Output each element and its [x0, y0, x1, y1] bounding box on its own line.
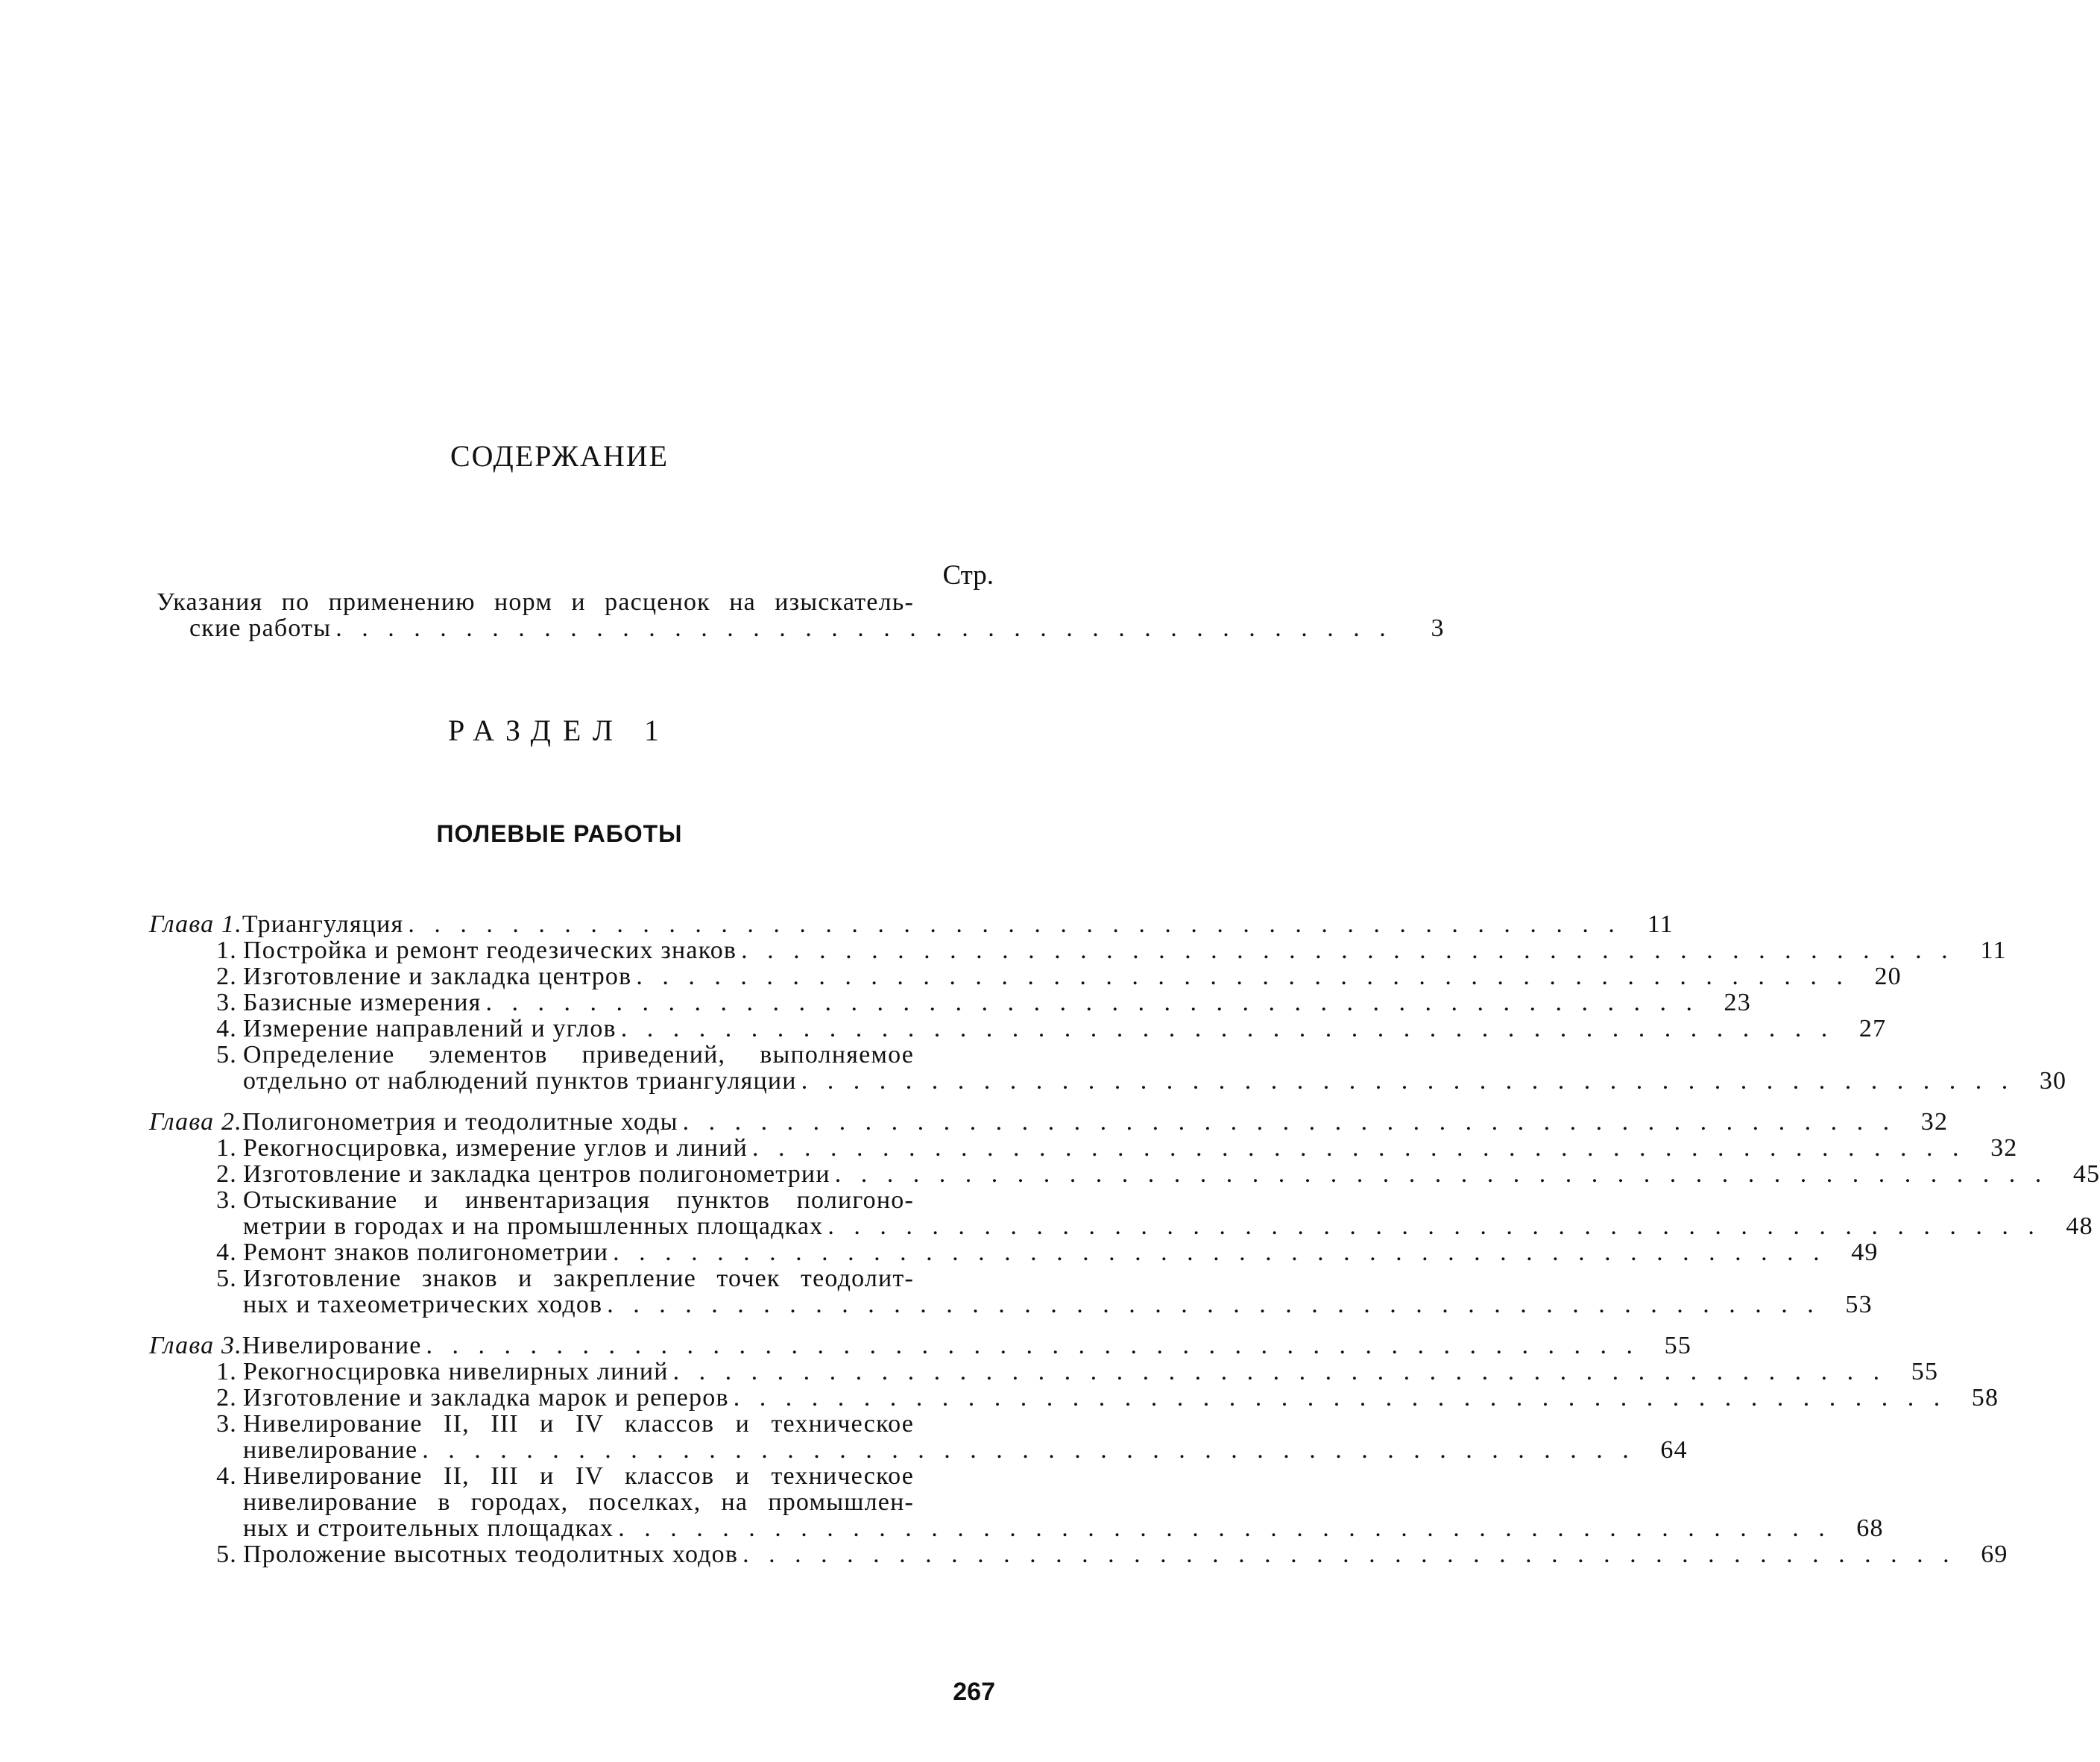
- item-page: 69: [1981, 1541, 2008, 1568]
- toc-item-line: [149, 1384, 1999, 1412]
- intro-page: 3: [1431, 614, 1445, 642]
- item-text: Нивелирование II, III и IV классов и техническое: [243, 1410, 914, 1438]
- item-text: нивелирование: [243, 1436, 418, 1464]
- dot-leader: . . . . . . . . . . . . . . . . . . . . . . . . . . . . . . . . . . . . . . . . . . . . . . .: [742, 1541, 1956, 1568]
- dot-leader: . . . . . . . . . . . . . . . . . . . . . . . . . . . . . . . . . . . . . . . . . . . . . . .: [741, 937, 1955, 964]
- dot-leader: . . . . . . . . . . . . . . . . . . . . . . . . . . . . . . . . . . . . . . . . .: [335, 614, 1393, 642]
- page-title: СОДЕРЖАНИЕ: [450, 439, 669, 473]
- chapter-page: 55: [1664, 1332, 1692, 1359]
- item-text: Проложение высотных теодолитных ходов: [243, 1541, 739, 1568]
- toc-item-line: [149, 1015, 1887, 1042]
- item-text: Рекогносцировка, измерение углов и линий: [243, 1134, 748, 1162]
- table-of-contents: [149, 910, 2100, 1568]
- item-number: 2.: [216, 1384, 237, 1412]
- item-text: Рекогносцировка нивелирных линий: [243, 1358, 669, 1385]
- item-text: ных и тахеометрических ходов: [243, 1291, 603, 1318]
- item-text: нивелирование в городах, поселках, на промышлен-: [243, 1488, 914, 1516]
- item-number: 5.: [216, 1541, 237, 1568]
- toc-item-line: [149, 963, 1902, 990]
- item-text: ных и строительных площадках: [243, 1514, 614, 1542]
- item-number: 1.: [216, 937, 237, 964]
- dot-leader: . . . . . . . . . . . . . . . . . . . . . . . . . . . . . . . . . . . . . . . . . . . . . . .: [408, 910, 1621, 938]
- item-page: 20: [1874, 963, 1902, 990]
- item-number: 2.: [216, 963, 237, 990]
- item-text: Ремонт знаков полигонометрии: [243, 1239, 609, 1266]
- item-number: 1.: [216, 1358, 237, 1385]
- item-text: Изготовление и закладка центров полигонометрии: [243, 1160, 830, 1188]
- item-page: 64: [1660, 1436, 1688, 1464]
- toc-item-line: [149, 1514, 1884, 1542]
- chapter-heading: [149, 1332, 1692, 1359]
- dot-leader: . . . . . . . . . . . . . . . . . . . . . . . . . . . . . . . . . . . . . . . . . . . . . . .: [682, 1108, 1896, 1136]
- toc-item-line: [149, 1187, 962, 1213]
- dot-leader: . . . . . . . . . . . . . . . . . . . . . . . . . . . . . . . . . . . . . . . . . . . . . . .: [827, 1212, 2041, 1240]
- item-text: Определение элементов приведений, выполняемое: [243, 1041, 914, 1069]
- intro-line-2: [157, 614, 1445, 642]
- item-page: 27: [1858, 1015, 1887, 1042]
- chapter-label: Глава 1.: [149, 910, 242, 938]
- item-text: Изготовление знаков и закрепление точек теодолит-: [243, 1265, 914, 1292]
- item-page: 55: [1911, 1358, 1939, 1385]
- item-page: 58: [1971, 1384, 1999, 1412]
- item-page: 30: [2039, 1067, 2067, 1095]
- item-text: Базисные измерения: [243, 989, 482, 1016]
- item-text: Изготовление и закладка центров: [243, 963, 632, 990]
- intro-entry: [157, 588, 1445, 642]
- item-text: Нивелирование II, III и IV классов и техническое: [243, 1462, 914, 1490]
- toc-item-line: [149, 1212, 2093, 1240]
- item-page: 49: [1851, 1239, 1879, 1266]
- item-number: 3.: [216, 989, 237, 1016]
- toc-item-line: [149, 1358, 1939, 1385]
- toc-item-line: [149, 937, 2007, 964]
- toc-item-line: [149, 1134, 2018, 1162]
- toc-item-line: [149, 1463, 962, 1489]
- chapter-page: 32: [1920, 1108, 1949, 1136]
- item-page: 68: [1856, 1514, 1884, 1542]
- toc-item-line: [149, 1265, 962, 1291]
- section-title: ПОЛЕВЫЕ РАБОТЫ: [436, 820, 683, 847]
- item-number: 4.: [216, 1239, 237, 1266]
- item-page: 23: [1724, 989, 1751, 1016]
- item-page: 48: [2066, 1212, 2093, 1240]
- intro-line-1: [157, 589, 962, 615]
- dot-leader: . . . . . . . . . . . . . . . . . . . . . . . . . . . . . . . . . . . . . . . . . . . . . . .: [620, 1015, 1835, 1042]
- intro-text-2: ские работы: [189, 614, 332, 642]
- chapter-gap: [149, 1094, 962, 1109]
- item-number: 5.: [216, 1265, 237, 1292]
- chapter-gap: [149, 1318, 962, 1332]
- intro-text-1: Указания по применению норм и расценок на изыскатель-: [157, 588, 914, 616]
- toc-item-line: [149, 1239, 1879, 1266]
- dot-leader: . . . . . . . . . . . . . . . . . . . . . . . . . . . . . . . . . . . . . . . . . . . . . . .: [607, 1291, 1820, 1318]
- dot-leader: . . . . . . . . . . . . . . . . . . . . . . . . . . . . . . . . . . . . . . . . . . . . . . .: [733, 1384, 1947, 1412]
- toc-item-line: [149, 1411, 962, 1437]
- item-number: 3.: [216, 1410, 237, 1438]
- item-page: 45: [2072, 1160, 2100, 1188]
- item-number: 4.: [216, 1462, 237, 1490]
- item-text: Измерение направлений и углов: [243, 1015, 617, 1042]
- item-number: 2.: [216, 1160, 237, 1188]
- item-text: Отыскивание и инвентаризация пунктов полигоно-: [243, 1186, 914, 1214]
- item-text: отдельно от наблюдений пунктов триангуляции: [243, 1067, 797, 1095]
- toc-item-line: [149, 1067, 2067, 1095]
- toc-item-line: [149, 1541, 2008, 1568]
- dot-leader: . . . . . . . . . . . . . . . . . . . . . . . . . . . . . . . . . . . . . . . . . . . . . . .: [751, 1134, 1966, 1162]
- dot-leader: . . . . . . . . . . . . . . . . . . . . . . . . . . . . . . . . . . . . . . . . . . . . . . .: [801, 1067, 2015, 1095]
- item-text: Изготовление и закладка марок и реперов: [243, 1384, 729, 1412]
- item-page: 11: [1980, 937, 2007, 964]
- item-page: 32: [1990, 1134, 2018, 1162]
- chapter-title: Нивелирование: [242, 1332, 422, 1359]
- dot-leader: . . . . . . . . . . . . . . . . . . . . . . . . . . . . . . . . . . . . . . . . . . . . . . .: [613, 1239, 1826, 1266]
- chapter-heading: [149, 910, 1674, 938]
- dot-leader: . . . . . . . . . . . . . . . . . . . . . . . . . . . . . . . . . . . . . . . . . . . . . . .: [485, 989, 1699, 1016]
- chapter-title: Триангуляция: [242, 910, 404, 938]
- chapter-heading: [149, 1108, 1949, 1136]
- section-label: РАЗДЕЛ 1: [448, 714, 671, 747]
- item-text: Постройка и ремонт геодезических знаков: [243, 937, 737, 964]
- toc-item-line: [149, 1489, 962, 1515]
- item-number: 3.: [216, 1186, 237, 1214]
- toc-item-line: [149, 1042, 962, 1068]
- dot-leader: . . . . . . . . . . . . . . . . . . . . . . . . . . . . . . . . . . . . . . . . . . . . . . .: [636, 963, 1850, 990]
- dot-leader: . . . . . . . . . . . . . . . . . . . . . . . . . . . . . . . . . . . . . . . . . . . . . . .: [618, 1514, 1832, 1542]
- toc-item-line: [149, 1291, 1873, 1318]
- dot-leader: . . . . . . . . . . . . . . . . . . . . . . . . . . . . . . . . . . . . . . . . . . . . . . .: [672, 1358, 1887, 1385]
- dot-leader: . . . . . . . . . . . . . . . . . . . . . . . . . . . . . . . . . . . . . . . . . . . . . . .: [426, 1332, 1640, 1359]
- dot-leader: . . . . . . . . . . . . . . . . . . . . . . . . . . . . . . . . . . . . . . . . . . . . . . .: [834, 1160, 2049, 1188]
- item-number: 4.: [216, 1015, 237, 1042]
- dot-leader: . . . . . . . . . . . . . . . . . . . . . . . . . . . . . . . . . . . . . . . . . . . . . . .: [422, 1436, 1636, 1464]
- toc-item-line: [149, 1160, 2100, 1188]
- toc-item-line: [149, 989, 1751, 1016]
- toc-item-line: [149, 1436, 1688, 1464]
- chapter-title: Полигонометрия и теодолитные ходы: [242, 1108, 678, 1136]
- item-text: метрии в городах и на промышленных площадках: [243, 1212, 824, 1240]
- chapter-label: Глава 2.: [149, 1108, 242, 1136]
- item-number: 1.: [216, 1134, 237, 1162]
- page-number: 267: [953, 1678, 995, 1706]
- chapter-page: 11: [1647, 910, 1674, 938]
- item-number: 5.: [216, 1041, 237, 1069]
- item-page: 53: [1845, 1291, 1873, 1318]
- chapter-label: Глава 3.: [149, 1332, 242, 1359]
- page-column-label: Стр.: [942, 560, 994, 591]
